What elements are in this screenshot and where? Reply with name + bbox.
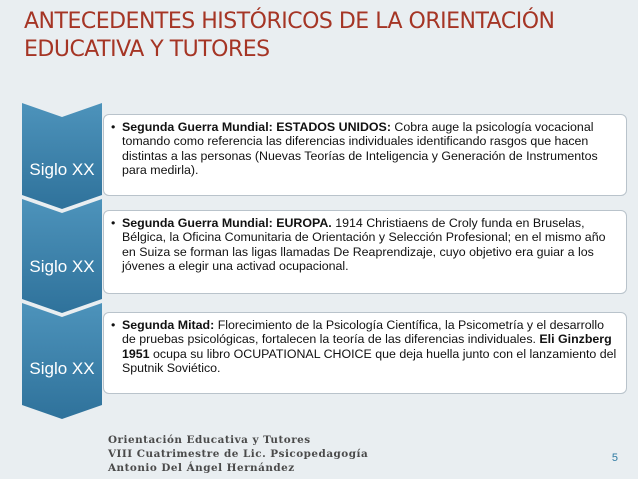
item-text-secondary: ocupa su libro OCUPATIONAL CHOICE que deja huella junto con el lanzamiento del Sputnik Soviético. <box>122 346 617 376</box>
bullet-icon: • <box>111 216 116 230</box>
item-text: Florecimiento de la Psicología Científica, la Psicometría y el desarrollo de pruebas psicológicas, fortalecen la teoría de las diferencias individuales. <box>122 318 605 347</box>
slide-title-line-1: ANTECEDENTES HISTÓRICOS DE LA ORIENTACIÓN <box>24 9 555 34</box>
page-number: 5 <box>611 452 618 464</box>
slide-title <box>24 8 624 64</box>
footer <box>108 433 368 475</box>
chevron-column <box>22 103 102 433</box>
item-text: Cobra auge la psicología vocacional tomando como referencia las diferencias individuales identificando rasgos que hacen distintas a las personas (Nuevas Teorías de Inteligencia y Generación de Instrumentos para medirla). <box>122 120 598 178</box>
chevron-label-1: Siglo XX <box>29 160 95 179</box>
chevron-1 <box>22 103 102 209</box>
chevron-label-3: Siglo XX <box>29 359 95 378</box>
content-box-3 <box>103 312 627 394</box>
item-heading: Segunda Guerra Mundial: EUROPA. <box>122 216 332 230</box>
bullet-icon: • <box>111 120 116 134</box>
content-box-1 <box>103 114 627 196</box>
footer-line-2: VIII Cuatrimestre de Lic. Psicopedagogía <box>108 448 369 460</box>
content-box-2 <box>103 210 627 294</box>
slide-title-line-2: EDUCATIVA Y TUTORES <box>24 37 270 62</box>
footer-line-1: Orientación Educativa y Tutores <box>108 434 311 446</box>
item-text: 1914 Christiaens de Croly funda en Bruselas, Bélgica, la Oficina Comunitaria de Orientación y Selección Profesional; en el mismo año en Suiza se forman las ligas llamadas De Reaprendizaje, cuyo objetivo era guiar a los jóvenes a elegir una activad ocupacional. <box>122 216 606 274</box>
chevron-2 <box>22 199 102 313</box>
bullet-icon: • <box>111 318 116 332</box>
item-heading: Segunda Mitad: <box>122 318 215 332</box>
chevron-label-2: Siglo XX <box>29 257 95 276</box>
footer-line-3: Antonio Del Ángel Hernández <box>108 462 295 474</box>
item-heading-secondary: Eli Ginzberg 1951 <box>122 332 612 361</box>
item-heading: Segunda Guerra Mundial: ESTADOS UNIDOS: <box>122 120 391 134</box>
